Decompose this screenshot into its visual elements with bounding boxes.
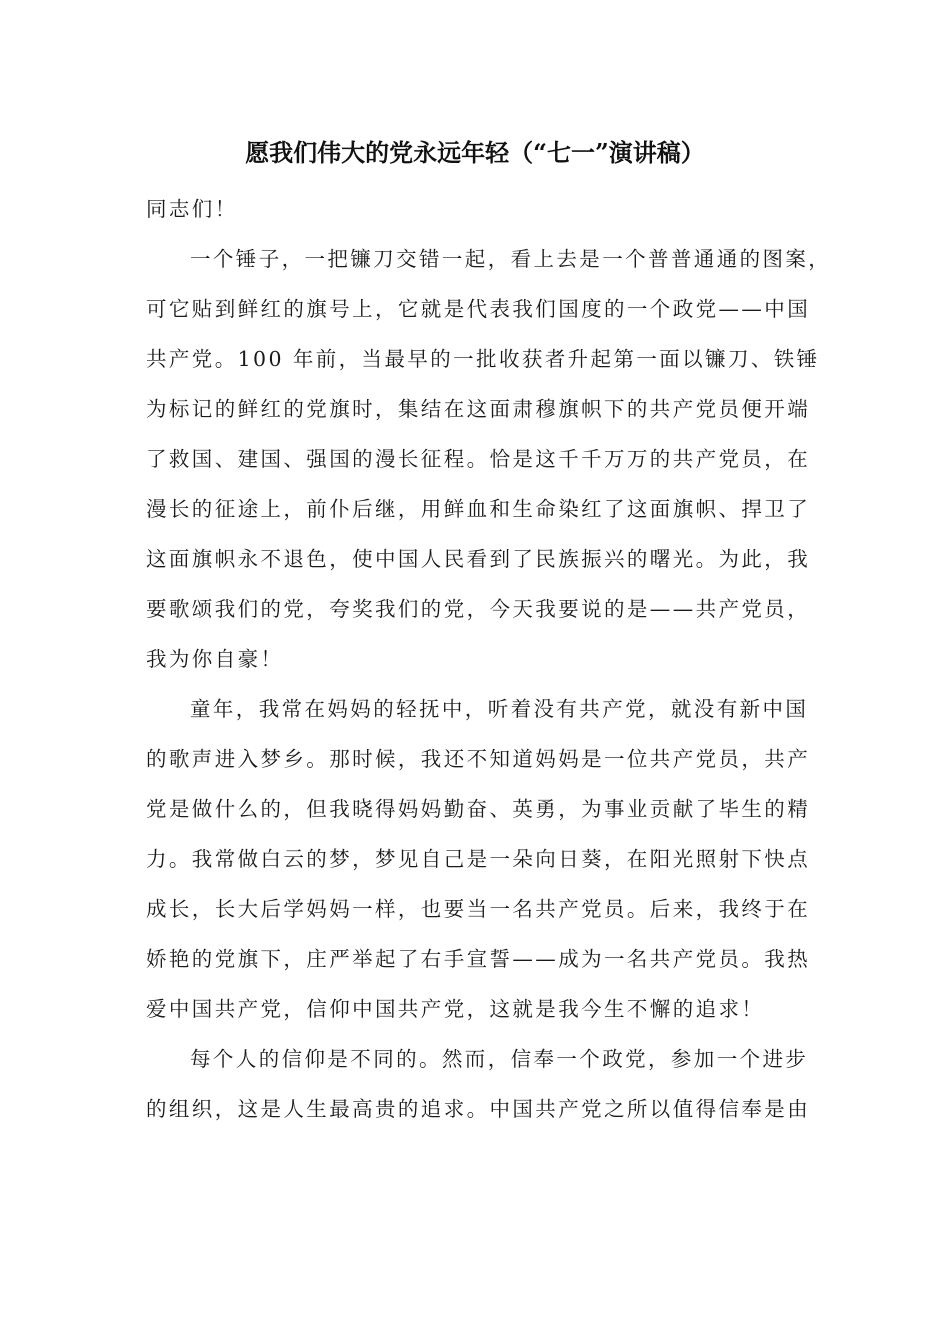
paragraph-3 xyxy=(146,1034,811,1134)
paragraph-line: 了救国、建国、强国的漫长征程。恰是这千千万万的共产党员，在 xyxy=(146,447,811,471)
paragraph-line: 漫长的征途上，前仆后继，用鲜血和生命染红了这面旗帜、捍卫了 xyxy=(146,497,811,521)
paragraph-line: 每个人的信仰是不同的。然而，信奉一个政党，参加一个进步 xyxy=(190,1047,809,1071)
paragraph-line: 力。我常做白云的梦，梦见自己是一朵向日葵，在阳光照射下快点 xyxy=(146,847,811,871)
paragraph-1 xyxy=(146,234,832,684)
paragraph-line: 为标记的鲜红的党旗时，集结在这面肃穆旗帜下的共产党员便开端 xyxy=(146,397,811,421)
paragraph-line: 我为你自豪！ xyxy=(146,647,284,671)
salutation: 同志们！ xyxy=(146,197,238,221)
paragraph-line: 一个锤子，一把镰刀交错一起，看上去是一个普普通通的图案， xyxy=(190,247,832,271)
paragraph-line: 共产党。100 年前，当最早的一批收获者升起第一面以镰刀、铁锤 xyxy=(146,347,820,371)
paragraph-line: 的歌声进入梦乡。那时候，我还不知道妈妈是一位共产党员，共产 xyxy=(146,747,811,771)
paragraph-line: 党是做什么的，但我晓得妈妈勤奋、英勇，为事业贡献了毕生的精 xyxy=(146,797,811,821)
paragraph-2 xyxy=(146,684,811,1034)
paragraph-line: 要歌颂我们的党，夸奖我们的党，今天我要说的是——共产党员， xyxy=(146,597,811,621)
document-body xyxy=(146,184,832,1134)
paragraph-line: 童年，我常在妈妈的轻抚中，听着没有共产党，就没有新中国 xyxy=(190,697,809,721)
paragraph-line: 成长，长大后学妈妈一样，也要当一名共产党员。后来，我终于在 xyxy=(146,897,811,921)
paragraph-line: 的组织，这是人生最高贵的追求。中国共产党之所以值得信奉是由 xyxy=(146,1097,811,1121)
paragraph-line: 这面旗帜永不退色，使中国人民看到了民族振兴的曙光。为此，我 xyxy=(146,547,811,571)
paragraph-line: 娇艳的党旗下，庄严举起了右手宣誓——成为一名共产党员。我热 xyxy=(146,947,811,971)
document-title: 愿我们伟大的党永远年轻（“七一”演讲稿） xyxy=(245,138,705,167)
paragraph-line: 可它贴到鲜红的旗号上，它就是代表我们国度的一个政党——中国 xyxy=(146,297,811,321)
paragraph-line: 爱中国共产党，信仰中国共产党，这就是我今生不懈的追求！ xyxy=(146,997,765,1021)
